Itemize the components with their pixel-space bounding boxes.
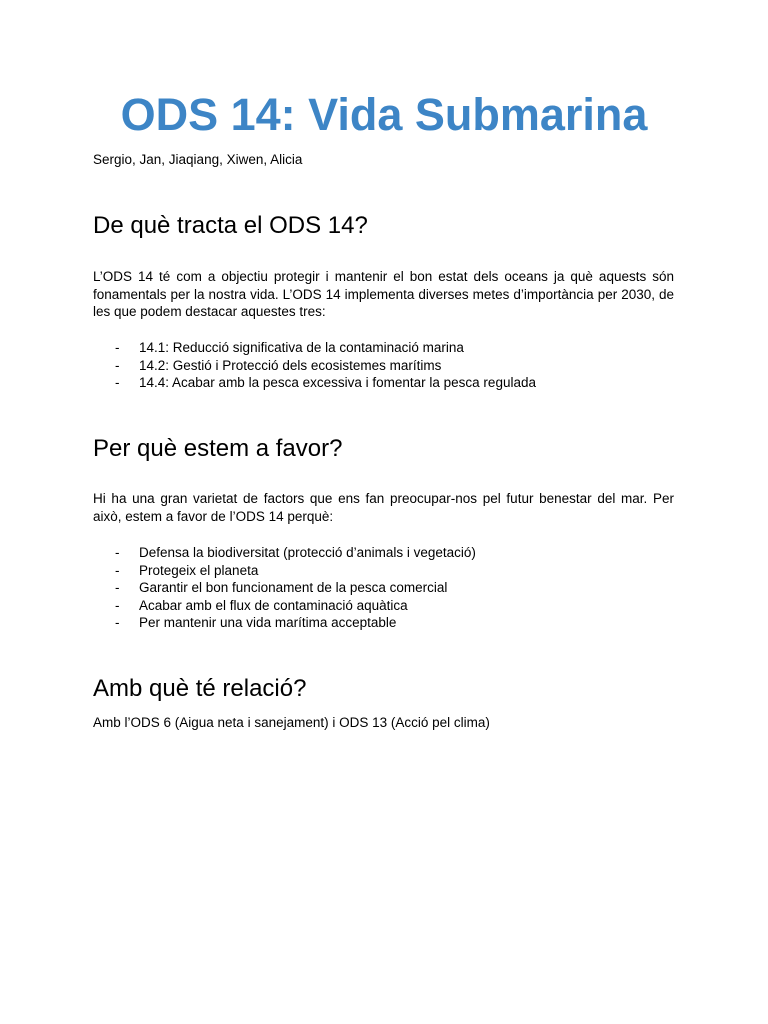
list-item: - Defensa la biodiversitat (protecció d’animals i vegetació) [115,545,476,560]
list-bullet: - [115,562,120,578]
section-heading-what: De què tracta el ODS 14? [93,212,368,239]
list-item: - Garantir el bon funcionament de la pesca comercial [115,580,448,596]
list-bullet: - [115,597,120,613]
list-item: - Protegeix el planeta [115,562,259,578]
document-title: ODS 14: Vida Submarina [120,89,648,140]
list-item: - 14.1: Reducció significativa de la contaminació marina [115,340,464,355]
list-bullet: - [115,545,120,560]
list-item: - Acabar amb el flux de contaminació aquàtica [115,597,408,613]
goals-list [93,339,536,392]
section-heading-relation: Amb què té relació? [93,675,307,702]
list-item: - Per mantenir una vida marítima acceptable [115,615,397,631]
list-item: - 14.2: Gestió i Protecció dels ecosistemes marítims [115,357,442,373]
list-bullet: - [115,340,120,355]
reasons-list [93,544,476,632]
section-paragraph-relation: Amb l’ODS 6 (Aigua neta i sanejament) i ODS 13 (Acció pel clima) [93,715,490,730]
list-bullet: - [115,375,120,391]
section-paragraph-what: L’ODS 14 té com a objectiu protegir i mantenir el bon estat dels oceans ja què aquests són fonamentals per la nostra vida. L’ODS 14 implementa diverses metes d’importància per 2030, de les que podem destacar aquestes tres: [93,269,674,319]
list-bullet: - [115,357,120,373]
section-heading-why: Per què estem a favor? [93,435,343,462]
list-item: - 14.4: Acabar amb la pesca excessiva i fomentar la pesca regulada [115,375,536,391]
list-bullet: - [115,615,120,631]
list-bullet: - [115,580,120,596]
authors-line: Sergio, Jan, Jiaqiang, Xiwen, Alicia [93,152,303,167]
section-paragraph-why: Hi ha una gran varietat de factors que ens fan preocupar-nos pel futur benestar del mar. Per això, estem a favor de l’ODS 14 perquè: [93,491,674,524]
